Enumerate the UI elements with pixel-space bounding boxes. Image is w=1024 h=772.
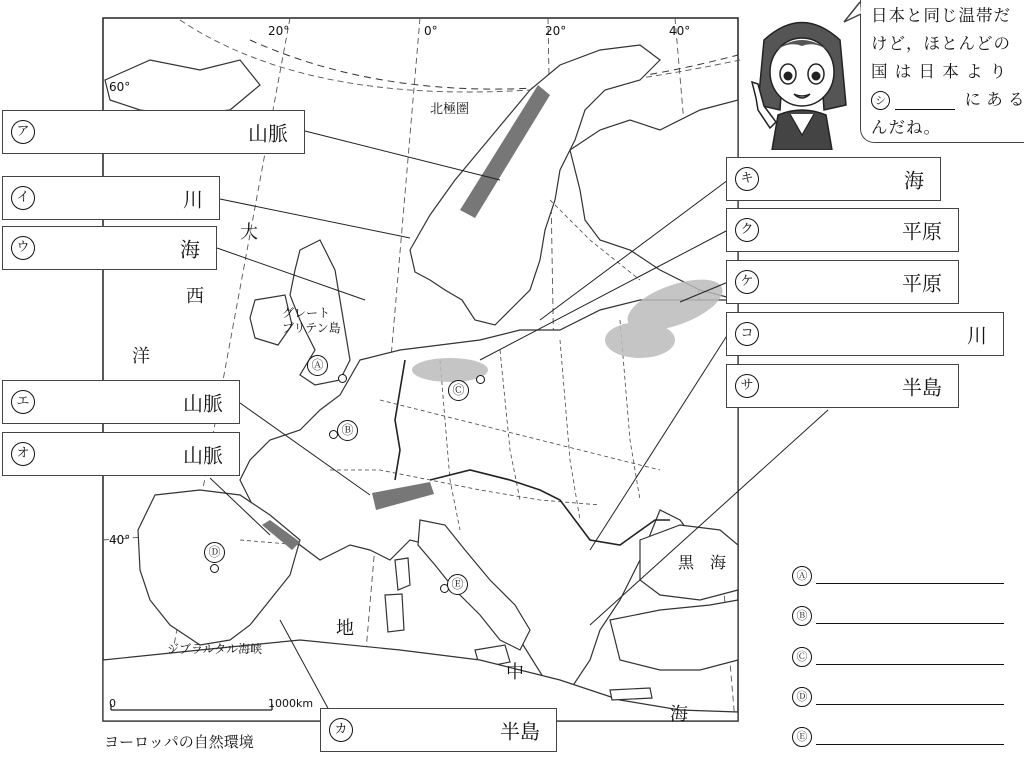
answer-row-c[interactable] — [792, 645, 1004, 669]
answer-line-c[interactable] — [816, 664, 1004, 665]
label-box-ke[interactable] — [726, 260, 959, 304]
box-text-ki: 海 — [904, 168, 924, 193]
box-text-o: 山脈 — [183, 443, 223, 468]
box-mark-ko: コ — [735, 322, 759, 346]
speech-line-3: 国 は 日 本 よ り — [871, 62, 1008, 81]
label-box-ka[interactable] — [320, 708, 557, 752]
marker-b: Ⓑ — [337, 420, 358, 441]
box-mark-ke: ケ — [735, 270, 759, 294]
speech-line-2: けど，ほとんどの — [871, 34, 1011, 53]
box-text-sa: 半島 — [902, 375, 942, 400]
lon-label-east40: 40° — [669, 24, 691, 38]
label-box-ko[interactable] — [726, 312, 1004, 356]
box-mark-ki: キ — [735, 167, 759, 191]
label-box-o[interactable] — [2, 432, 240, 476]
lat-label-40: 40° — [109, 533, 131, 547]
lon-label-west20: 20° — [268, 24, 290, 38]
label-box-i[interactable] — [2, 176, 220, 220]
arctic-circle-label: 北極圏 — [430, 102, 470, 117]
city-dot-d — [210, 564, 219, 573]
label-box-a[interactable] — [2, 110, 305, 154]
label-box-u[interactable] — [2, 226, 217, 270]
answer-mark-a: Ⓐ — [792, 566, 812, 586]
answer-row-b[interactable] — [792, 604, 1004, 628]
box-text-ku: 平原 — [902, 219, 942, 244]
gibraltar-label: ジブラルタル海峡 — [167, 642, 263, 656]
speech-shi-mark: シ — [871, 91, 890, 110]
answer-line-e[interactable] — [816, 744, 1004, 745]
black-sea-label: 黒 海 — [678, 553, 727, 572]
speech-bubble-tail — [840, 0, 864, 30]
box-mark-o: オ — [11, 442, 35, 466]
marker-d: Ⓓ — [204, 542, 225, 563]
answer-row-d[interactable] — [792, 685, 1004, 709]
marker-a: Ⓐ — [307, 355, 328, 376]
atlantic-label-3: 洋 — [132, 346, 150, 367]
box-mark-e: エ — [11, 390, 35, 414]
speech-bubble — [860, 0, 1024, 143]
label-box-ku[interactable] — [726, 208, 959, 252]
map-caption: ヨーロッパの自然環境 — [104, 733, 254, 751]
lat-label-60: 60° — [109, 80, 131, 94]
mediterranean-label-1: 地 — [336, 618, 354, 639]
box-text-e: 山脈 — [183, 391, 223, 416]
scale-distance-label: 1000km — [268, 697, 314, 710]
box-text-i: 川 — [183, 187, 203, 212]
speech-line-1: 日本と同じ温帯だ — [871, 6, 1011, 25]
atlantic-label-2: 西 — [186, 286, 204, 307]
box-mark-i: イ — [11, 186, 35, 210]
answer-line-d[interactable] — [816, 704, 1004, 705]
box-mark-sa: サ — [735, 374, 759, 398]
marker-c: Ⓒ — [448, 380, 469, 401]
answer-mark-b: Ⓑ — [792, 606, 812, 626]
label-box-sa[interactable] — [726, 364, 959, 408]
speech-blank[interactable] — [895, 109, 955, 110]
answer-line-b[interactable] — [816, 623, 1004, 624]
girl-illustration — [742, 10, 862, 150]
answer-mark-c: Ⓒ — [792, 647, 812, 667]
lon-label-0: 0° — [424, 24, 438, 38]
mediterranean-label-2: 中 — [506, 662, 524, 683]
label-box-e[interactable] — [2, 380, 240, 424]
box-mark-ka: カ — [329, 718, 353, 742]
city-dot-c — [476, 375, 485, 384]
box-text-ko: 川 — [967, 323, 987, 348]
answer-line-a[interactable] — [816, 583, 1004, 584]
box-mark-a: ア — [11, 120, 35, 144]
box-text-ke: 平原 — [902, 271, 942, 296]
label-box-ki[interactable] — [726, 157, 941, 201]
box-text-u: 海 — [180, 237, 200, 262]
hungarian-plain — [605, 322, 675, 358]
speech-line-5: んだね。 — [871, 118, 941, 137]
speech-line-4 — [871, 86, 1024, 110]
great-britain-label: グレート ブリテン島 — [282, 306, 341, 335]
answer-row-e[interactable] — [792, 725, 1004, 749]
answer-mark-e: Ⓔ — [792, 727, 812, 747]
mediterranean-label-3: 海 — [670, 704, 688, 725]
scale-zero-label: 0 — [109, 697, 116, 710]
box-mark-u: ウ — [11, 236, 35, 260]
box-mark-ku: ク — [735, 218, 759, 242]
answer-row-a[interactable] — [792, 564, 1004, 588]
speech-line-4-suffix: に あ る — [964, 90, 1024, 109]
box-text-ka: 半島 — [500, 719, 540, 744]
marker-e: Ⓔ — [447, 574, 468, 595]
box-text-a: 山脈 — [248, 121, 288, 146]
city-dot-a — [338, 374, 347, 383]
answer-mark-d: Ⓓ — [792, 687, 812, 707]
lon-label-east20: 20° — [545, 24, 567, 38]
atlantic-label-1: 大 — [240, 222, 258, 243]
